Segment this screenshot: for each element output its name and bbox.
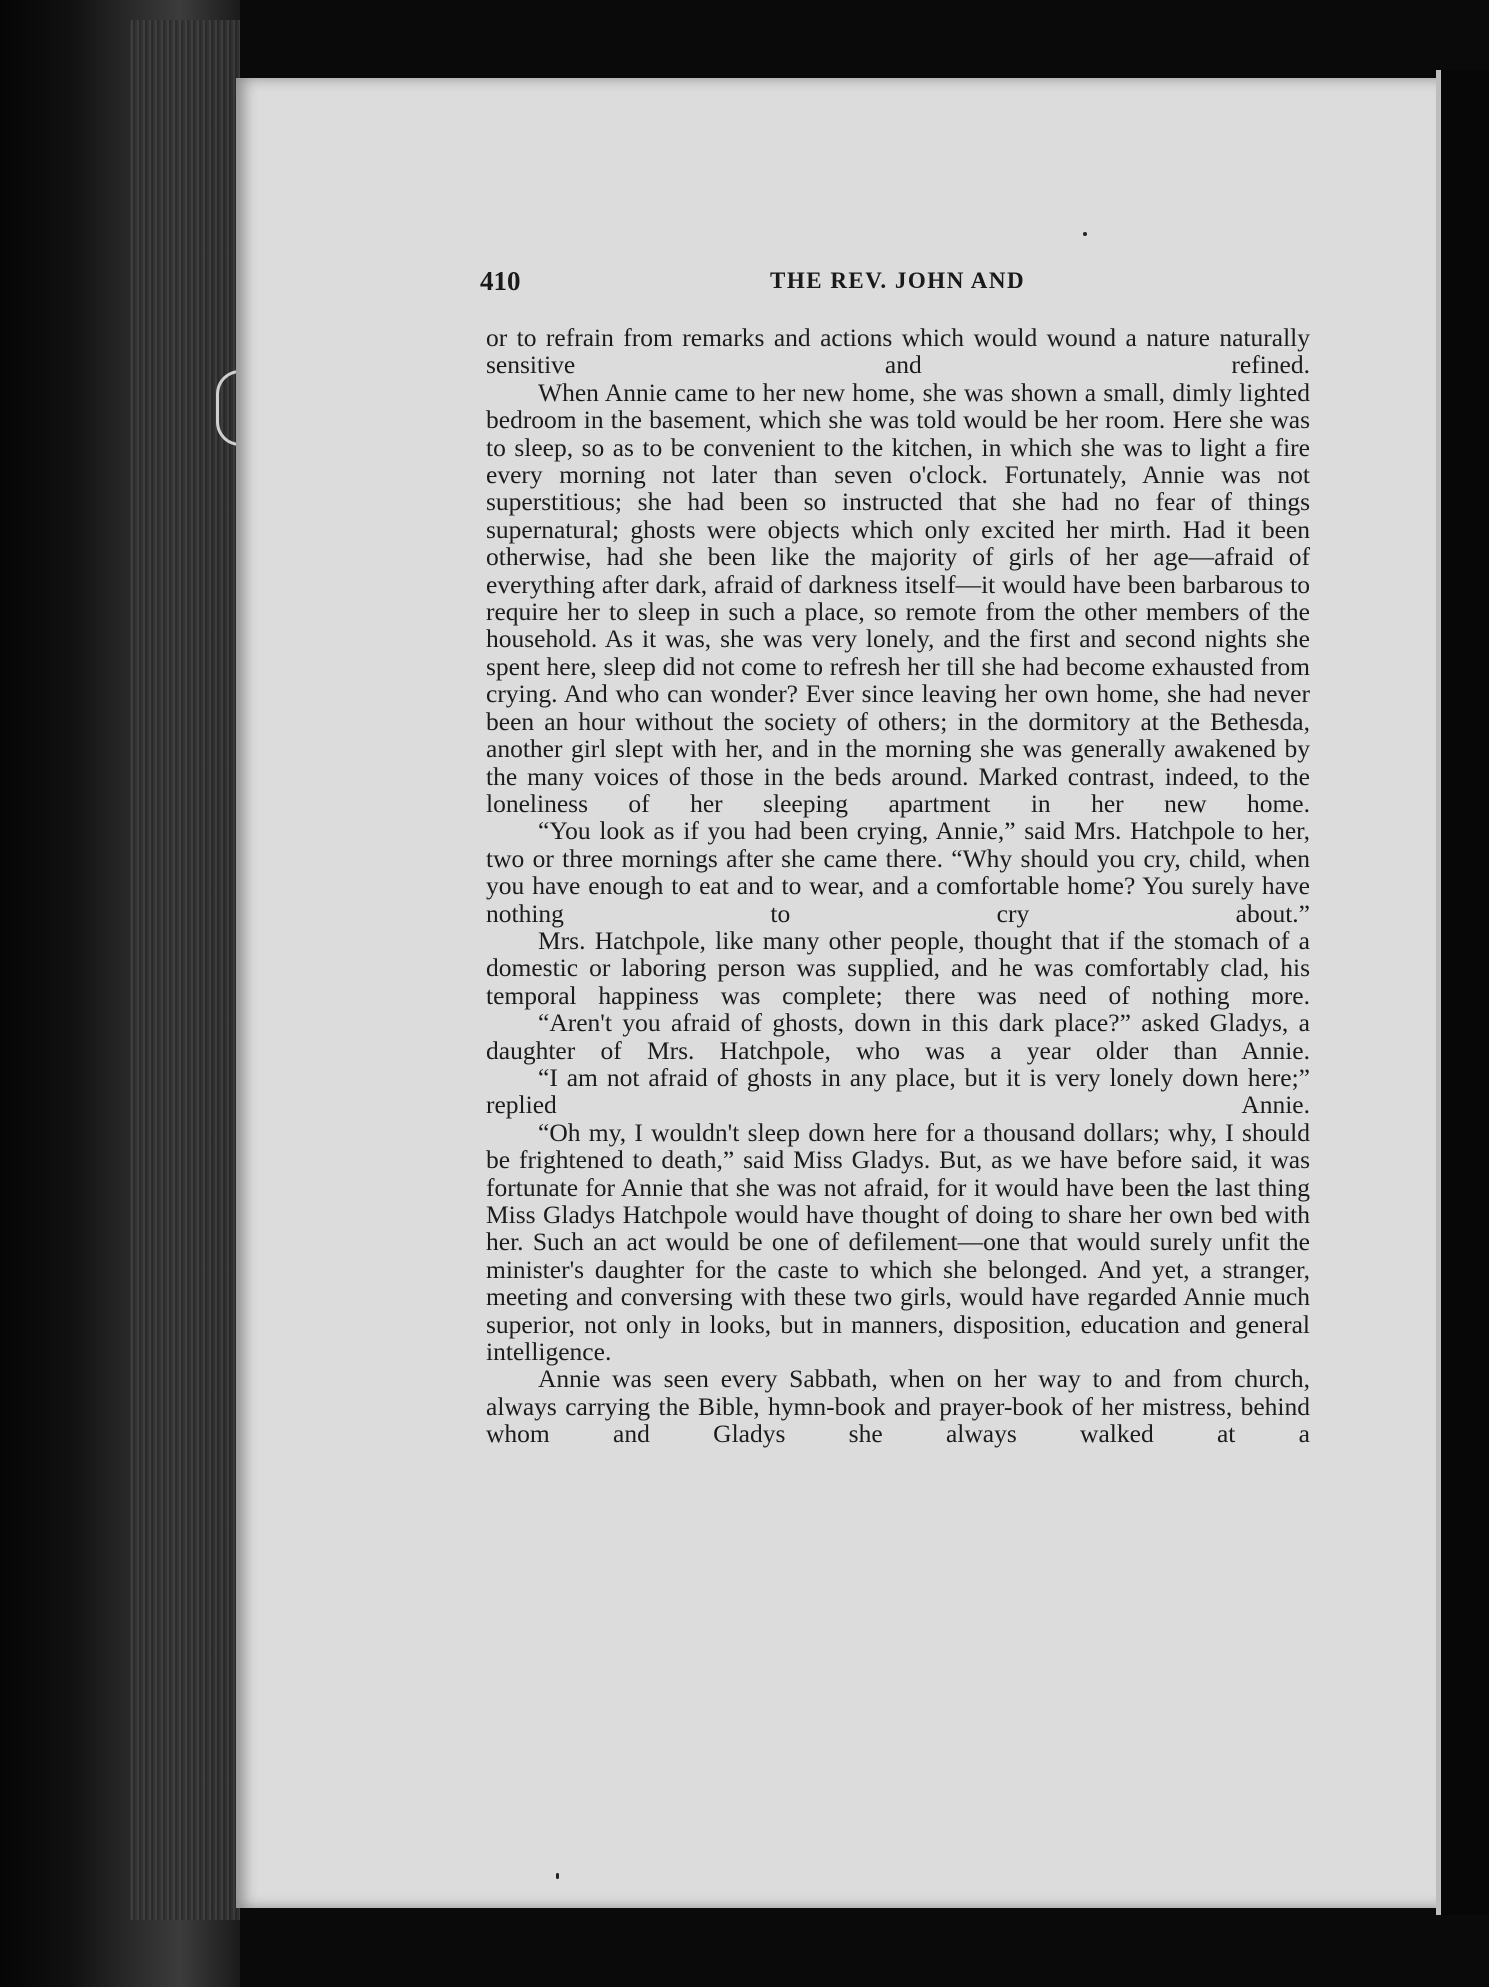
paragraph: “You look as if you had been crying, Annie,” said Mrs. Hatchpole to her, two or three mornings after she came there. “Why should you cry, child, when you have enough to eat and to wear, and a comfortable home? You surely have nothing to cry about.” — [486, 816, 1310, 928]
page-number: 410 — [480, 266, 521, 296]
paragraph: When Annie came to her new home, she was shown a small, dimly lighted bedroom in the basement, which she was told would be her room. Here she was to sleep, so as to be convenient to the kitchen, in which she was to light a fire every morning not later than seven o'clock. Fortunately, Annie was not superstitious; she had been so instructed that she had no fear of things supernatural; ghosts were objects which only excited her mirth. Had it been otherwise, had she been like the majority of girls of her age—afraid of everything after dark, afraid of darkness itself—it would have been barbarous to require her to sleep in such a place, so remote from the other members of the household. As it was, she was very lonely, and the first and second nights she spent here, sleep did not come to refresh her till she had become exhausted from crying. And who can wonder? Ever since leaving her own home, she had never been an hour without the society of others; in the dormitory at the Bethesda, another girl slept with her, and in the morning she was generally awakened by the many voices of those in the beds around. Marked contrast, indeed, to the loneliness of her sleeping apartment in her new home. — [486, 377, 1310, 818]
paragraph: Mrs. Hatchpole, like many other people, thought that if the stomach of a domestic or laboring person was supplied, and he was comfortably clad, his temporal happiness was complete; there was need of nothing more. — [486, 925, 1310, 1010]
paragraph: “Oh my, I wouldn't sleep down here for a thousand dollars; why, I should be frightened to death,” said Miss Gladys. But, as we have before said, it was fortunate for Annie that she was not afraid, for it would have been the last thing Miss Gladys Hatchpole would have thought of doing to share her own bed with her. Such an act would be one of defilement—one that would surely unfit the minister's daughter for the caste to which she belonged. And yet, a stranger, meeting and conversing with these two girls, would have regarded Annie much superior, not only in looks, but in manners, disposition, education and general intelligence. — [486, 1117, 1310, 1367]
paragraph: “Aren't you afraid of ghosts, down in this dark place?” asked Gladys, a daughter of Mrs. Hatchpole, who was a year older than Annie. — [486, 1008, 1310, 1065]
speck — [556, 1873, 559, 1879]
paragraph: Annie was seen every Sabbath, when on her way to and from church, always carrying the Bible, hymn-book and prayer-book of her mistress, behind whom and Gladys she always walked at a — [486, 1364, 1310, 1449]
paragraph: or to refrain from remarks and actions which would wound a nature naturally sensitive and refined. — [486, 323, 1310, 380]
right-dark-margin — [1441, 70, 1489, 1915]
page-edges — [130, 20, 240, 1920]
body-text — [486, 324, 1310, 1448]
paragraph: “I am not afraid of ghosts in any place, but it is very lonely down here;” replied Annie. — [486, 1062, 1310, 1120]
page-header — [480, 266, 1320, 306]
running-head: THE REV. JOHN AND — [770, 268, 1026, 293]
speck — [1083, 232, 1087, 236]
